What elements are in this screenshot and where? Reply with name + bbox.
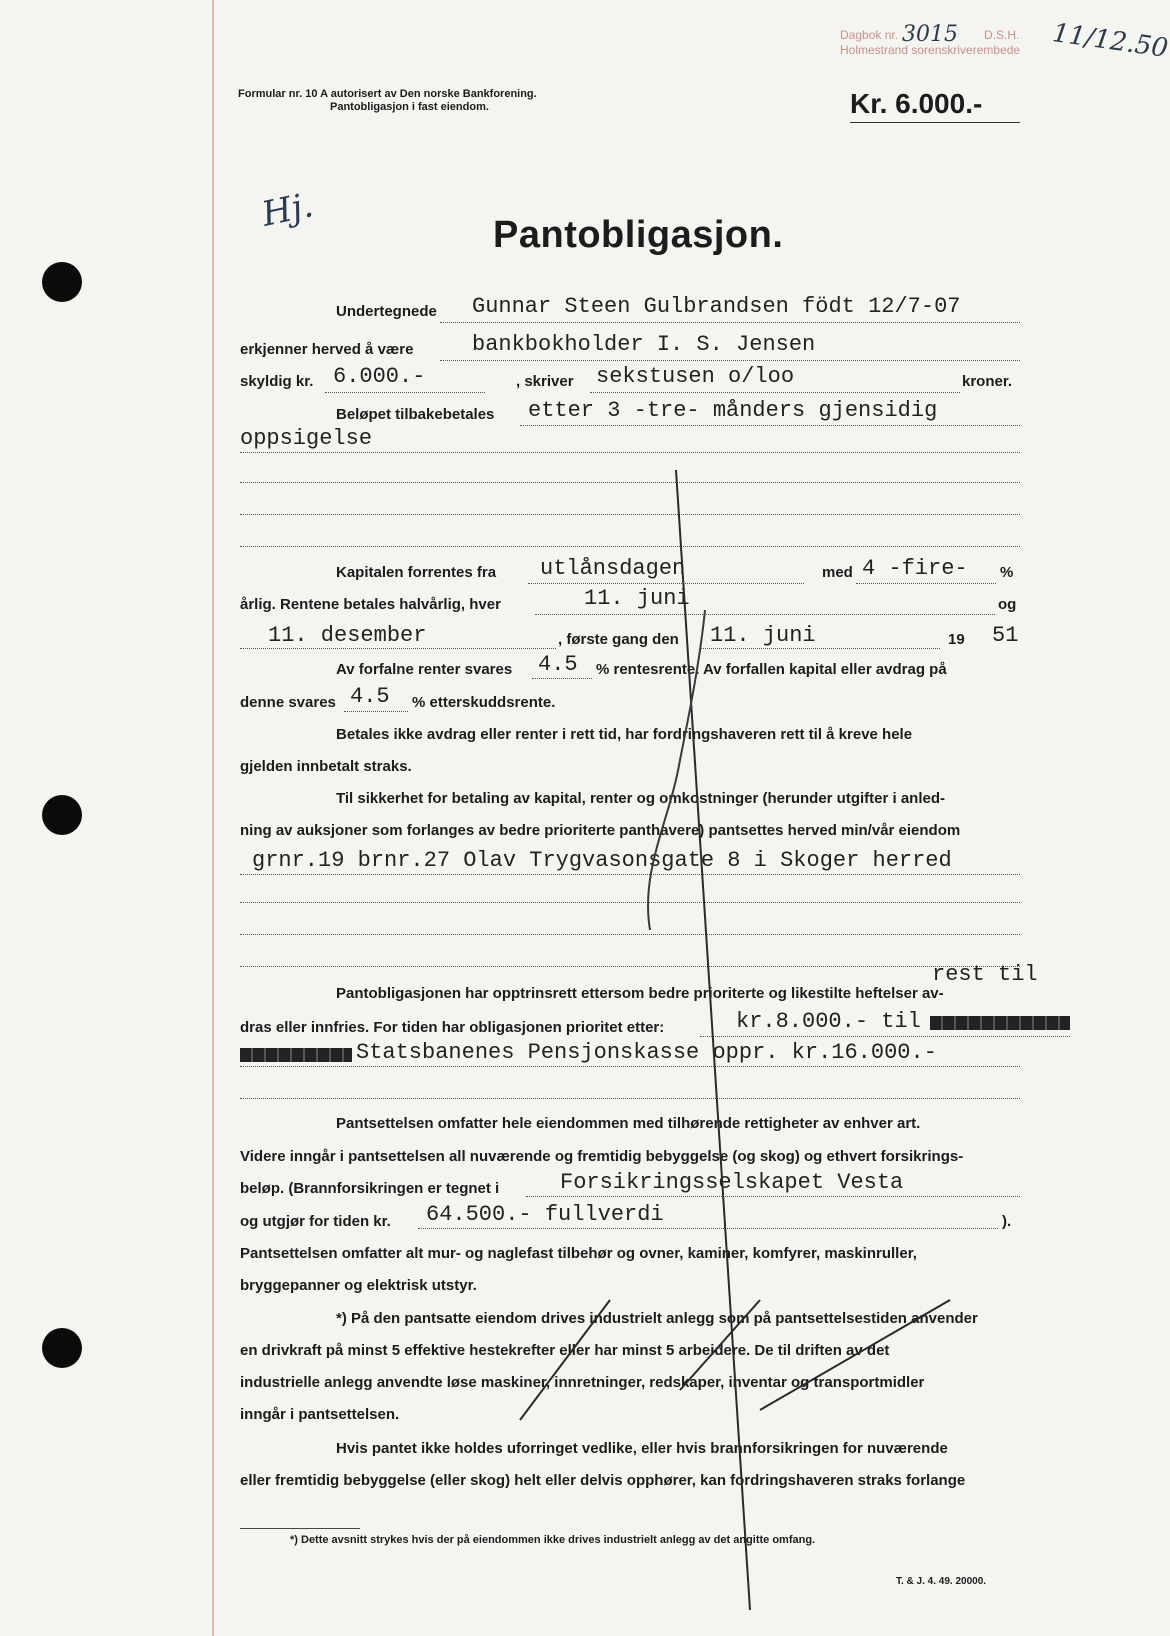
body-text: ). [1002,1213,1012,1230]
form-line: Formular nr. 10 A autorisert av Den norske Bankforening. [238,88,537,100]
typed-value: kr.8.000.- til [736,1009,921,1034]
fill-line [590,392,960,393]
fill-line [700,1036,1070,1037]
body-text: gjelden innbetalt straks. [240,758,412,775]
body-text: *) På den pantsatte eiendom drives industrielt anlegg som på pantsettelsestiden anvender [336,1310,978,1327]
punch-hole [42,262,82,302]
body-text: ning av auksjoner som forlanges av bedre prioriterte panthavere) pantsettes herved min/vår eiendom [240,822,961,839]
fill-line [526,1196,1020,1197]
fill-line [240,934,1020,935]
typed-value: etter 3 -tre- månders gjensidig [528,398,938,423]
struck-out-text [930,1016,1070,1030]
typed-value: 6.000.- [333,364,426,389]
typed-value: 4.5 [538,652,578,677]
field-label: erkjenner herved å være [240,341,414,358]
handwritten-date: 11/12.50 [1050,18,1170,64]
typed-value: 11. juni [710,623,816,648]
fill-line [532,678,592,679]
fill-line [440,322,1020,323]
stamp-label: Dagbok nr. [840,28,899,42]
footnote: *) Dette avsnitt strykes hvis der på eiendommen ikke drives industrielt anlegg av det angitte omfang. [290,1534,816,1546]
typed-value: oppsigelse [240,426,373,451]
fill-line [240,874,1020,875]
typed-value: 51 [992,623,1019,648]
typed-value: sekstusen o/loo [596,364,795,389]
amount-underline [850,122,1020,123]
handwritten-signature [648,610,705,930]
body-text: Pantsettelsen omfatter alt mur- og naglefast tilbehør og ovner, kaminer, komfyrer, maskinruller, [240,1245,917,1262]
fill-line [535,614,995,615]
stamp-number: 3015 [902,22,958,47]
field-label: med [822,564,853,581]
field-label: Undertegnede [336,303,437,320]
stamp-office: Holmestrand sorenskriverembede [840,43,1021,57]
field-label: og [998,596,1017,613]
fill-line [240,902,1020,903]
field-label: % rentesrente. Av forfallen kapital eller avdrag på [596,661,947,678]
field-label: , skriver [516,373,574,390]
body-text: Betales ikke avdrag eller renter i rett tid, har fordringshaveren rett til å kreve hele [336,726,913,743]
typed-value: 4.5 [350,684,390,709]
body-text: inngår i pantsettelsen. [240,1406,400,1423]
form-line: Pantobligasjon i fast eiendom. [330,101,489,113]
typed-value: 64.500.- fullverdi [426,1202,664,1227]
fill-line [528,583,804,584]
fill-line [240,546,1020,547]
fill-line [418,1228,998,1229]
fill-line [240,514,1020,515]
body-text: beløp. (Brannforsikringen er tegnet i [240,1180,500,1197]
field-label: kroner. [962,373,1013,390]
body-text: industrielle anlegg anvendte løse maskiner, innretninger, redskaper, inventar og transportmidler [240,1374,925,1391]
fill-line [240,1098,1020,1099]
body-text: dras eller innfries. For tiden har obligasjonen prioritet etter: [240,1019,665,1036]
punch-hole [42,1328,82,1368]
field-label: % etterskuddsrente. [412,694,556,711]
body-text: eller fremtidig bebyggelse (eller skog) helt eller delvis opphører, kan fordringshaveren straks forlange [240,1472,966,1489]
body-text: Til sikkerhet for betaling av kapital, renter og omkostninger (herunder utgifter i anled- [336,790,946,807]
form-header [238,88,537,114]
typed-value: grnr.19 brnr.27 Olav Trygvasonsgate 8 i Skoger herred [252,848,952,873]
amount-heading: Kr. 6.000.- [850,88,983,119]
page-title: Pantobligasjon. [493,214,784,256]
punch-hole [42,795,82,835]
body-text: Pantsettelsen omfatter hele eiendommen med tilhørende rettigheter av enhver art. [336,1115,921,1132]
typed-value: 11. juni [584,586,690,611]
field-label: Kapitalen forrentes fra [336,564,497,581]
field-label: skyldig kr. [240,373,314,390]
typed-value: bankbokholder I. S. Jensen [472,332,816,357]
fill-line [520,425,1020,426]
field-label: årlig. Rentene betales halvårlig, hver [240,596,501,613]
fill-line [856,583,996,584]
margin-line [212,0,214,1636]
typed-value: utlånsdagen [540,556,686,581]
stamp-label: D.S.H. [984,28,1020,42]
body-text: Hvis pantet ikke holdes uforringet vedlike, eller hvis brannforsikringen for nuværende [336,1440,948,1457]
body-text: og utgjør for tiden kr. [240,1213,391,1230]
field-label: denne svares [240,694,336,711]
printer-mark: T. & J. 4. 49. 20000. [896,1576,987,1587]
body-text: en drivkraft på minst 5 effektive hestekrefter eller har minst 5 arbeidere. De til driften av det [240,1342,890,1359]
typed-value: 4 -fire- [862,556,968,581]
typed-value: Statsbanenes Pensjonskasse oppr. kr.16.000.- [356,1040,937,1065]
typed-value: Gunnar Steen Gulbrandsen födt 12/7-07 [472,294,961,319]
body-text: bryggepanner og elektrisk utstyr. [240,1277,477,1294]
typed-value: 11. desember [268,623,427,648]
typed-value: rest til [932,962,1038,987]
field-label: % [1000,564,1014,581]
fill-line [700,648,940,649]
fill-line [240,1066,1020,1067]
fill-line [240,452,1020,453]
fill-line [240,482,1020,483]
field-label: Av forfalne renter svares [336,661,513,678]
struck-out-text [240,1048,352,1062]
handwritten-initials: Hj. [258,185,317,235]
footnote-rule [240,1528,360,1529]
fill-line [240,648,556,649]
fill-line [440,360,1020,361]
body-text: Videre inngår i pantsettelsen all nuværende og fremtidig bebyggelse (og skog) og ethvert forsikrings- [240,1148,964,1165]
fill-line [344,711,408,712]
typed-value: Forsikringsselskapet Vesta [560,1170,904,1195]
body-text: Pantobligasjonen har opptrinsrett ettersom bedre prioriterte og likestilte heftelser av- [336,985,944,1002]
fill-line [240,966,1020,967]
fill-line [325,392,485,393]
field-label: , første gang den [558,631,679,648]
field-label: Beløpet tilbakebetales [336,406,495,423]
field-label: 19 [948,631,965,648]
